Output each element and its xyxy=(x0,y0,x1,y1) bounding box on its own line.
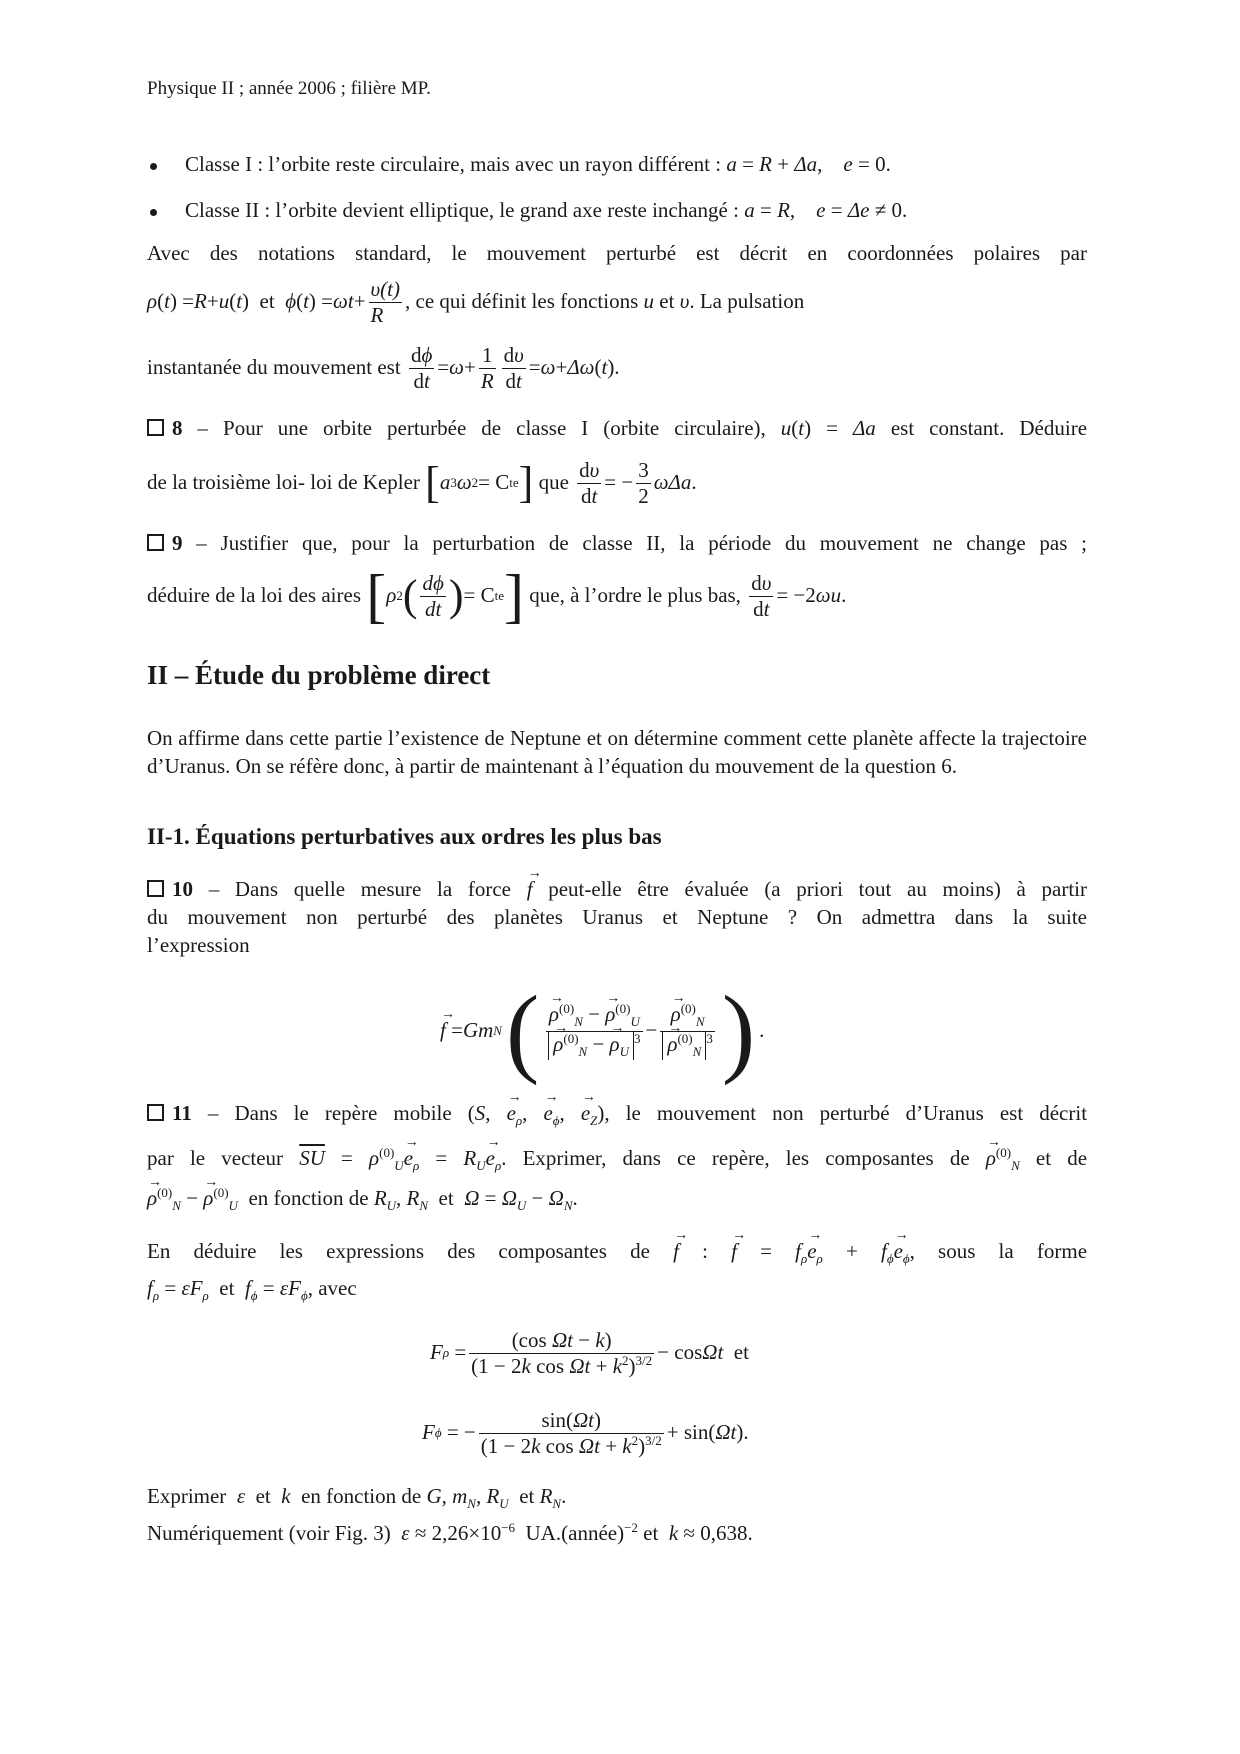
f-phi-equation: F ϕ = − $\frac{\sin(\Omega t)}{(1 - 2k \cos \Omega t + k^2)^{3/2}}$ + sin( Ωt ). xyxy=(422,1408,749,1458)
checkbox-icon xyxy=(147,880,164,897)
q8-line-1: 8 – Pour une orbite perturbée de classe I (orbite circulaire), u(t) = Δa est constant. Déduire xyxy=(147,415,1087,442)
q9-line-1: 9 – Justifier que, pour la perturbation de classe II, la période du mouvement ne change pas ; xyxy=(147,530,1087,557)
checkbox-icon xyxy=(147,1104,164,1121)
q11-line-2: par le vecteur $\overline{SU} = \rho^{(0)}_U\to e_\rho = R_U\to e_\rho$. Exprimer, dans ce repère, les composantes de → $\rho^{(0)}_N$ et de xyxy=(147,1145,1087,1175)
page-header: Physique II ; année 2006 ; filière MP. xyxy=(147,78,431,99)
deduce-line-1: En déduire les expressions des composantes de → f : → $f = f_\rho\to e_\rho + f_\phi\to e_\phi$, sous la forme xyxy=(147,1238,1087,1268)
intro-line-1: Avec des notations standard, le mouvement perturbé est décrit en coordonnées polaires par xyxy=(147,241,1087,265)
q11-line-1: 11 – Dans le repère mobile (S, → $e_\rho$, → $e_\phi$, → $e_Z$), le mouvement non perturbé d’Uranus est décrit xyxy=(147,1100,1087,1130)
q11-line-3: → $\rho^{(0)}_N$ − → $\rho^{(0)}_U$ en fonction de $R_U$, $R_N$ et $\Omega = \Omega_U - \Omega_N$. xyxy=(147,1185,578,1215)
q8-line-2: de la troisième loi- loi de Kepler [ a 3 ω 2 = C te ] que $\frac{d\upsilon}{dt}$ = − $\frac{3}{2}$ ωΔa . xyxy=(147,458,697,508)
bullet-class-1: Classe I : l’orbite reste circulaire, mais avec un rayon différent : a = R + Δa, e = 0. xyxy=(185,152,891,176)
force-equation: → f = Gm N ( → $\rho^{(0)}_N$ − → $\rho^{(0)}_U$ → $\rho^{(0)}_N$ − → $\rho_U^3$ − → $\rho^{(0)}_N$ → $\rho^{(0)}_N^3$ ) . xyxy=(440,975,764,1087)
bullet-dot xyxy=(150,163,157,170)
q10-line-1: 10 – Dans quelle mesure la force → f peut-elle être évaluée (a priori tout au moins) à partir xyxy=(147,876,1087,903)
q10-line-2: du mouvement non perturbé des planètes Uranus et Neptune ? On admettra dans la suite xyxy=(147,905,1087,929)
q9-line-2: déduire de la loi des aires [ ρ 2 ( $\frac{d\phi}{dt}$ ) = C te ] que, à l’ordre le plus bas, $\frac{d\upsilon}{dt}$ = −2 ωu . xyxy=(147,563,847,629)
subsection-title: II-1. Équations perturbatives aux ordres les plus bas xyxy=(147,824,662,849)
bullet-class-2: Classe II : l’orbite devient elliptique, le grand axe reste inchangé : a = R, e = Δe ≠ 0. xyxy=(185,198,908,222)
final-line-1: Exprimer ε et k en fonction de G, $m_N$, $R_U$ et $R_N$. xyxy=(147,1484,567,1512)
f-rho-equation: F ρ = $\frac{\text{(cos Ωt − k)}}{(1 - 2k \cos \Omega t + k^2)^{3/2}}$ − cos Ωt et xyxy=(430,1328,749,1378)
deduce-line-2: $f_\rho = \varepsilon F_\rho$ et $f_\phi = \varepsilon F_\phi$, avec xyxy=(147,1276,357,1304)
section-title: II – Étude du problème direct xyxy=(147,660,491,690)
intro-line-2: ρ ( t ) = R + u ( t ) et ϕ ( t ) = ωt + $\frac{\upsilon(t)}{R}$ , ce qui définit les fonctions u et υ . La pulsation xyxy=(147,277,805,327)
section-paragraph: On affirme dans cette partie l’existence de Neptune et on détermine comment cette planète affecte la trajectoire d’Uranus. On se réfère donc, à partir de maintenant à l’équation du mouvement de la question 6. xyxy=(147,726,1087,778)
q10-line-3: l’expression xyxy=(147,933,250,957)
bullet-dot xyxy=(150,209,157,216)
final-line-2: Numériquement (voir Fig. 3) $\varepsilon \approx 2,26\times 10^{-6}$ UA.(année)$^{-2}$ et k ≈ 0,638. xyxy=(147,1520,753,1545)
checkbox-icon xyxy=(147,419,164,436)
checkbox-icon xyxy=(147,534,164,551)
intro-line-3: instantanée du mouvement est $\frac{d\phi}{dt}$ = ω + $\frac{1}{R}$ $\frac{d\upsilon}{dt}$ = ω + Δω ( t ). xyxy=(147,343,620,393)
